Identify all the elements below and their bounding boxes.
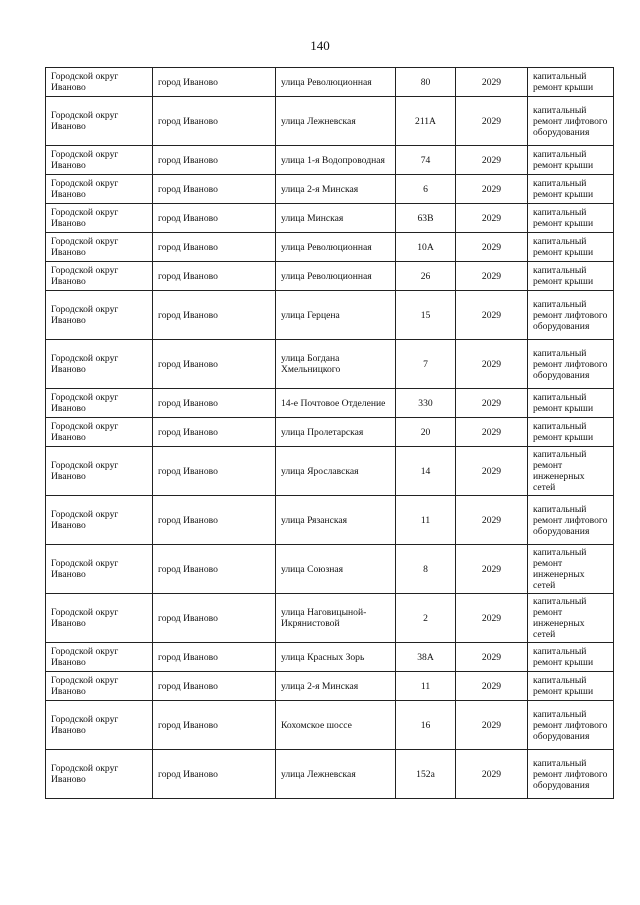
house-cell: 63В [396, 204, 456, 233]
municipality-cell: Городской округ Иваново [46, 146, 153, 175]
city-cell: город Иваново [153, 340, 276, 389]
year-cell: 2029 [456, 97, 528, 146]
work-type-cell: капитальный ремонт лифтового оборудования [528, 291, 614, 340]
municipality-cell: Городской округ Иваново [46, 447, 153, 496]
street-cell: улица Богдана Хмельницкого [276, 340, 396, 389]
street-cell: улица Союзная [276, 545, 396, 594]
house-cell: 11 [396, 496, 456, 545]
year-cell: 2029 [456, 68, 528, 97]
city-cell: город Иваново [153, 291, 276, 340]
house-cell: 38А [396, 643, 456, 672]
city-cell: город Иваново [153, 701, 276, 750]
street-cell: Кохомское шоссе [276, 701, 396, 750]
city-cell: город Иваново [153, 175, 276, 204]
city-cell: город Иваново [153, 643, 276, 672]
house-cell: 330 [396, 389, 456, 418]
work-type-cell: капитальный ремонт крыши [528, 418, 614, 447]
municipality-cell: Городской округ Иваново [46, 594, 153, 643]
table-row [46, 447, 614, 496]
street-cell: улица Лежневская [276, 97, 396, 146]
municipality-cell: Городской округ Иваново [46, 204, 153, 233]
work-type-cell: капитальный ремонт лифтового оборудования [528, 750, 614, 799]
year-cell: 2029 [456, 146, 528, 175]
table-row [46, 262, 614, 291]
work-type-cell: капитальный ремонт крыши [528, 262, 614, 291]
year-cell: 2029 [456, 389, 528, 418]
year-cell: 2029 [456, 750, 528, 799]
work-type-cell: капитальный ремонт крыши [528, 175, 614, 204]
city-cell: город Иваново [153, 447, 276, 496]
municipality-cell: Городской округ Иваново [46, 175, 153, 204]
house-cell: 10А [396, 233, 456, 262]
street-cell: улица Красных Зорь [276, 643, 396, 672]
house-cell: 16 [396, 701, 456, 750]
house-cell: 2 [396, 594, 456, 643]
municipality-cell: Городской округ Иваново [46, 418, 153, 447]
table-row [46, 175, 614, 204]
city-cell: город Иваново [153, 68, 276, 97]
street-cell: улица 1-я Водопроводная [276, 146, 396, 175]
city-cell: город Иваново [153, 204, 276, 233]
work-type-cell: капитальный ремонт крыши [528, 643, 614, 672]
street-cell: улица Ярославская [276, 447, 396, 496]
city-cell: город Иваново [153, 594, 276, 643]
registry-table-body [46, 68, 614, 799]
city-cell: город Иваново [153, 262, 276, 291]
house-cell: 6 [396, 175, 456, 204]
street-cell: улица Революционная [276, 233, 396, 262]
table-row [46, 68, 614, 97]
registry-table [45, 67, 614, 799]
municipality-cell: Городской округ Иваново [46, 262, 153, 291]
house-cell: 8 [396, 545, 456, 594]
table-row [46, 233, 614, 262]
table-row [46, 291, 614, 340]
work-type-cell: капитальный ремонт крыши [528, 146, 614, 175]
city-cell: город Иваново [153, 750, 276, 799]
municipality-cell: Городской округ Иваново [46, 750, 153, 799]
year-cell: 2029 [456, 672, 528, 701]
municipality-cell: Городской округ Иваново [46, 545, 153, 594]
city-cell: город Иваново [153, 672, 276, 701]
work-type-cell: капитальный ремонт крыши [528, 389, 614, 418]
work-type-cell: капитальный ремонт крыши [528, 233, 614, 262]
work-type-cell: капитальный ремонт лифтового оборудования [528, 496, 614, 545]
work-type-cell: капитальный ремонт лифтового оборудования [528, 701, 614, 750]
city-cell: город Иваново [153, 233, 276, 262]
year-cell: 2029 [456, 594, 528, 643]
table-row [46, 340, 614, 389]
year-cell: 2029 [456, 233, 528, 262]
table-row [46, 418, 614, 447]
municipality-cell: Городской округ Иваново [46, 389, 153, 418]
year-cell: 2029 [456, 496, 528, 545]
municipality-cell: Городской округ Иваново [46, 672, 153, 701]
table-row [46, 146, 614, 175]
year-cell: 2029 [456, 418, 528, 447]
house-cell: 211А [396, 97, 456, 146]
year-cell: 2029 [456, 545, 528, 594]
table-row [46, 672, 614, 701]
table-row [46, 204, 614, 233]
work-type-cell: капитальный ремонт инженерных сетей [528, 594, 614, 643]
work-type-cell: капитальный ремонт инженерных сетей [528, 447, 614, 496]
street-cell: улица Рязанская [276, 496, 396, 545]
house-cell: 15 [396, 291, 456, 340]
year-cell: 2029 [456, 340, 528, 389]
page-number: 140 [310, 38, 330, 53]
street-cell: улица Герцена [276, 291, 396, 340]
municipality-cell: Городской округ Иваново [46, 643, 153, 672]
table-row [46, 750, 614, 799]
work-type-cell: капитальный ремонт крыши [528, 68, 614, 97]
municipality-cell: Городской округ Иваново [46, 233, 153, 262]
year-cell: 2029 [456, 175, 528, 204]
work-type-cell: капитальный ремонт крыши [528, 672, 614, 701]
municipality-cell: Городской округ Иваново [46, 701, 153, 750]
city-cell: город Иваново [153, 97, 276, 146]
year-cell: 2029 [456, 447, 528, 496]
house-cell: 80 [396, 68, 456, 97]
city-cell: город Иваново [153, 146, 276, 175]
municipality-cell: Городской округ Иваново [46, 291, 153, 340]
year-cell: 2029 [456, 701, 528, 750]
municipality-cell: Городской округ Иваново [46, 68, 153, 97]
city-cell: город Иваново [153, 545, 276, 594]
municipality-cell: Городской округ Иваново [46, 97, 153, 146]
city-cell: город Иваново [153, 496, 276, 545]
house-cell: 14 [396, 447, 456, 496]
house-cell: 20 [396, 418, 456, 447]
house-cell: 7 [396, 340, 456, 389]
street-cell: улица Минская [276, 204, 396, 233]
table-row [46, 701, 614, 750]
year-cell: 2029 [456, 643, 528, 672]
street-cell: улица Пролетарская [276, 418, 396, 447]
year-cell: 2029 [456, 204, 528, 233]
municipality-cell: Городской округ Иваново [46, 496, 153, 545]
year-cell: 2029 [456, 291, 528, 340]
house-cell: 74 [396, 146, 456, 175]
table-row [46, 545, 614, 594]
table-row [46, 97, 614, 146]
street-cell: улица Лежневская [276, 750, 396, 799]
year-cell: 2029 [456, 262, 528, 291]
work-type-cell: капитальный ремонт лифтового оборудования [528, 340, 614, 389]
street-cell: улица Революционная [276, 68, 396, 97]
street-cell: 14-е Почтовое Отделение [276, 389, 396, 418]
work-type-cell: капитальный ремонт инженерных сетей [528, 545, 614, 594]
city-cell: город Иваново [153, 418, 276, 447]
table-row [46, 496, 614, 545]
municipality-cell: Городской округ Иваново [46, 340, 153, 389]
work-type-cell: капитальный ремонт крыши [528, 204, 614, 233]
table-row [46, 643, 614, 672]
street-cell: улица Наговицыной-Икрянистовой [276, 594, 396, 643]
work-type-cell: капитальный ремонт лифтового оборудования [528, 97, 614, 146]
house-cell: 11 [396, 672, 456, 701]
street-cell: улица 2-я Минская [276, 672, 396, 701]
table-row [46, 389, 614, 418]
street-cell: улица Революционная [276, 262, 396, 291]
table-row [46, 594, 614, 643]
house-cell: 152а [396, 750, 456, 799]
street-cell: улица 2-я Минская [276, 175, 396, 204]
house-cell: 26 [396, 262, 456, 291]
city-cell: город Иваново [153, 389, 276, 418]
